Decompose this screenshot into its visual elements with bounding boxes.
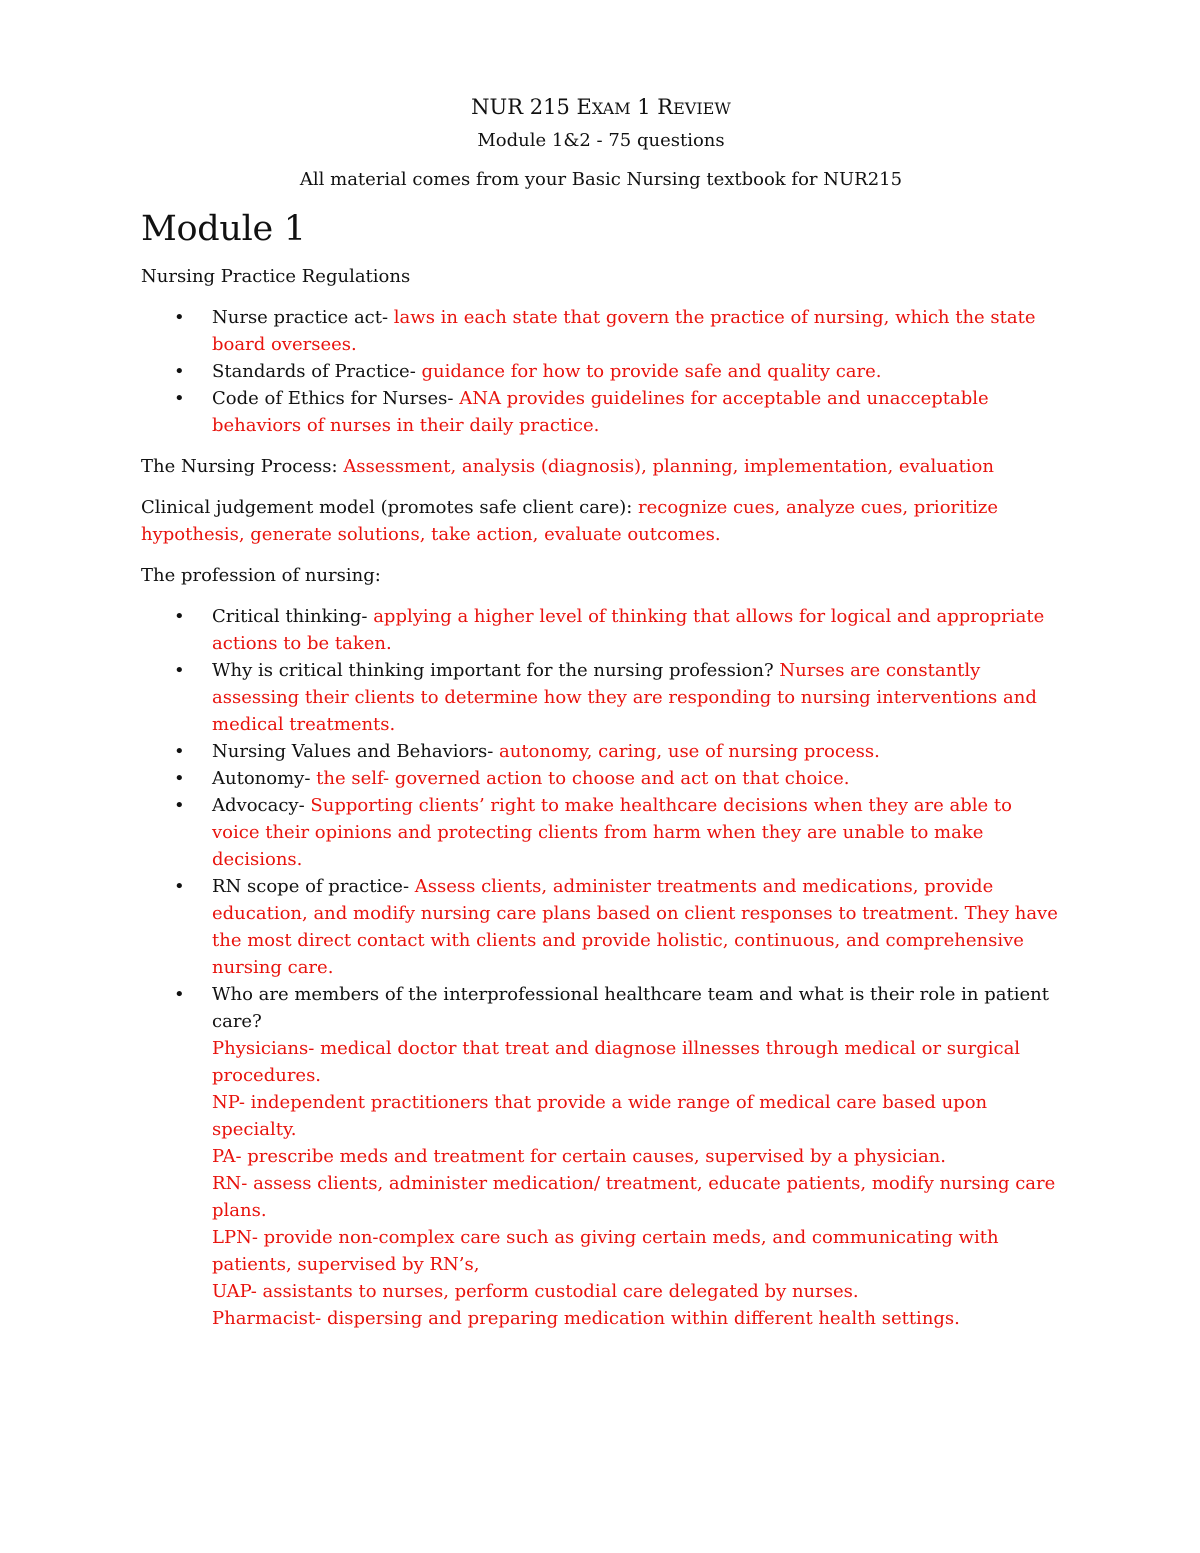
list-item xyxy=(141,603,1061,657)
list-item xyxy=(141,385,1061,439)
bullet-icon: • xyxy=(174,660,185,681)
item-term: Nurse practice act- xyxy=(212,307,394,328)
item-definition: Assess clients, administer treatments and medications, provide education, and modify nursing care plans based on client responses to treatment. They have the most direct contact with clients and provide holistic, continuous, and comprehensive nursing care. xyxy=(212,876,1058,978)
bullet-icon: • xyxy=(174,984,185,1005)
document-subtitle: Module 1&2 - 75 questions xyxy=(477,130,725,151)
item-term: Why is critical thinking important for the nursing profession? xyxy=(212,660,780,681)
item-term: RN scope of practice- xyxy=(212,876,415,897)
item-definition: ANA provides guidelines for acceptable and unacceptable behaviors of nurses in their daily practice. xyxy=(212,388,989,436)
list-item xyxy=(141,738,1061,765)
team-role: RN- assess clients, administer medication/ treatment, educate patients, modify nursing care plans. xyxy=(212,1173,1056,1221)
list-item xyxy=(141,792,1061,873)
item-term: Nursing Values and Behaviors- xyxy=(212,741,499,762)
item-term: Critical thinking- xyxy=(212,606,374,627)
bullet-icon: • xyxy=(174,606,185,627)
item-term: Standards of Practice- xyxy=(212,361,422,382)
bullet-icon: • xyxy=(174,361,185,382)
profession-label: The profession of nursing: xyxy=(141,565,381,586)
list-item xyxy=(141,657,1061,738)
title-text-part: 1 R xyxy=(630,95,674,119)
item-term: Code of Ethics for Nurses- xyxy=(212,388,460,409)
bullet-icon: • xyxy=(174,876,185,897)
bullet-icon: • xyxy=(174,307,185,328)
item-definition: laws in each state that govern the practice of nursing, which the state board oversees. xyxy=(212,307,1036,355)
item-term: Advocacy- xyxy=(212,795,311,816)
clinical-judgement-paragraph xyxy=(141,494,1061,548)
item-term: The Nursing Process: xyxy=(141,456,344,477)
item-term: Autonomy- xyxy=(212,768,317,789)
title-text-part: EVIEW xyxy=(673,99,731,118)
team-question: Who are members of the interprofessional healthcare team and what is their role in patient care? xyxy=(212,984,1049,1032)
item-definition: the self- governed action to choose and act on that choice. xyxy=(316,768,850,789)
list-item xyxy=(141,765,1061,792)
bullet-icon: • xyxy=(174,388,185,409)
module-heading: Module 1 xyxy=(141,209,306,249)
list-item xyxy=(141,358,1061,385)
bullet-icon: • xyxy=(174,795,185,816)
team-role: Pharmacist- dispersing and preparing medication within different health settings. xyxy=(212,1308,960,1329)
item-definition: Nurses are constantly assessing their clients to determine how they are responding to nursing interventions and medical treatments. xyxy=(212,660,1037,735)
document-intro: All material comes from your Basic Nursing textbook for NUR215 xyxy=(299,169,903,190)
title-text-part: XAM xyxy=(591,99,631,118)
regulations-label: Nursing Practice Regulations xyxy=(141,266,411,287)
item-definition: applying a higher level of thinking that allows for logical and appropriate actions to be taken. xyxy=(212,606,1045,654)
team-role: NP- independent practitioners that provide a wide range of medical care based upon specialty. xyxy=(212,1092,988,1140)
document-title xyxy=(141,92,1061,124)
item-definition: Assessment, analysis (diagnosis), planning, implementation, evaluation xyxy=(343,456,994,477)
item-definition: recognize cues, analyze cues, prioritize hypothesis, generate solutions, take action, evaluate outcomes. xyxy=(141,497,999,545)
team-role: UAP- assistants to nurses, perform custodial care delegated by nurses. xyxy=(212,1281,859,1302)
team-role: Physicians- medical doctor that treat and diagnose illnesses through medical or surgical procedures. xyxy=(212,1038,1021,1086)
document-content xyxy=(141,92,1061,1332)
nursing-process-paragraph xyxy=(141,453,1061,480)
profession-list xyxy=(141,603,1061,1332)
title-text-part: NUR 215 E xyxy=(471,95,592,119)
team-role: PA- prescribe meds and treatment for certain causes, supervised by a physician. xyxy=(212,1146,946,1167)
item-definition: Supporting clients’ right to make healthcare decisions when they are able to voice their opinions and protecting clients from harm when they are unable to make decisions. xyxy=(212,795,1012,870)
team-role: LPN- provide non-complex care such as giving certain meds, and communicating with patients, supervised by RN’s, xyxy=(212,1227,999,1275)
list-item xyxy=(141,304,1061,358)
bullet-icon: • xyxy=(174,741,185,762)
item-term: Clinical judgement model (promotes safe client care): xyxy=(141,497,639,518)
regulations-list xyxy=(141,304,1061,439)
item-definition: autonomy, caring, use of nursing process. xyxy=(499,741,880,762)
list-item xyxy=(141,873,1061,981)
bullet-icon: • xyxy=(174,768,185,789)
list-item xyxy=(141,981,1061,1332)
item-definition: guidance for how to provide safe and quality care. xyxy=(421,361,882,382)
